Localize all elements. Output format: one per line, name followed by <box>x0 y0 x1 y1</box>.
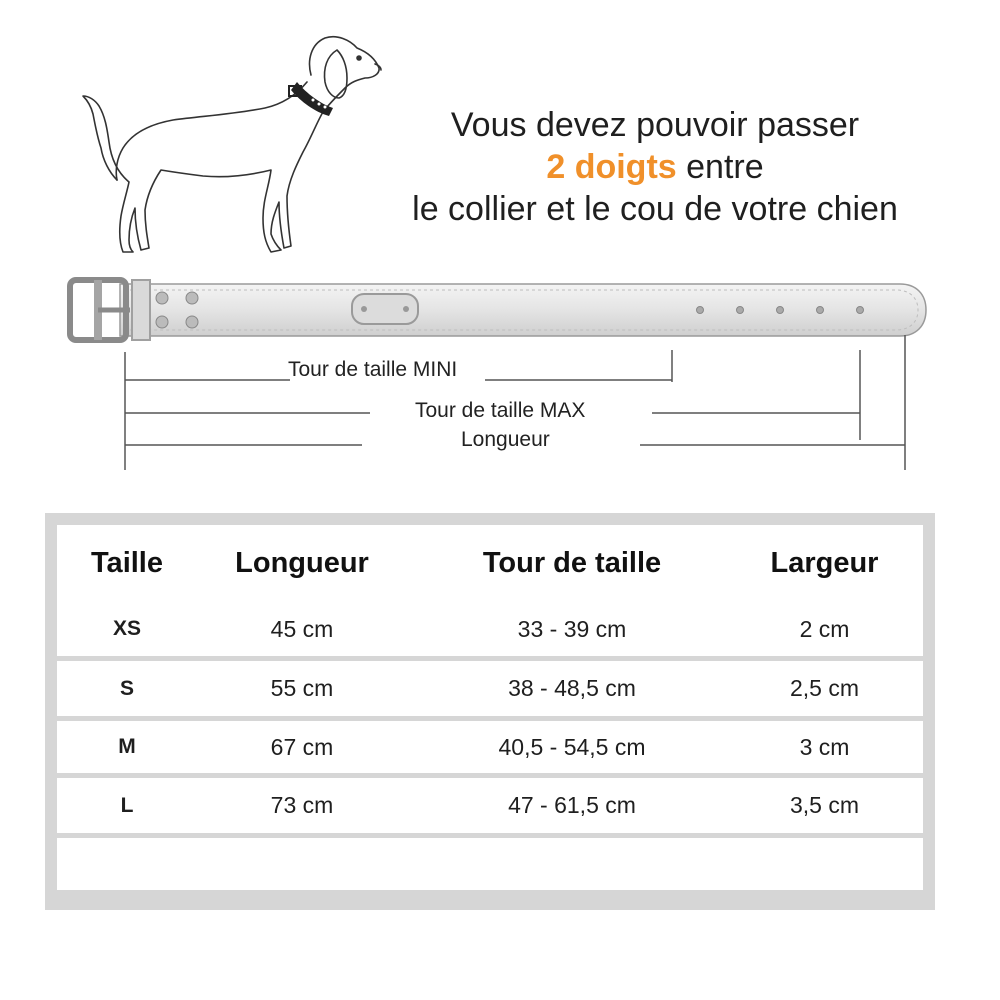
size-cell: S <box>119 676 134 700</box>
table-row <box>57 721 923 773</box>
waist-cell: 47 - 61,5 cm <box>508 792 636 818</box>
two-fingers-highlight: 2 doigts <box>546 148 677 186</box>
header-size: Taille <box>91 547 163 579</box>
width-cell: 3,5 cm <box>789 792 860 818</box>
waist-cell: 38 - 48,5 cm <box>508 675 636 701</box>
waist-cell: 40,5 - 54,5 cm <box>498 733 646 760</box>
headline-line-3: le collier et le cou de votre chien <box>412 190 898 228</box>
length-cell: 55 cm <box>270 675 334 701</box>
size-cell: L <box>120 793 134 817</box>
table-empty-row <box>57 838 923 890</box>
headline-line-2 <box>360 146 950 188</box>
width-cell: 2,5 cm <box>789 675 860 701</box>
header-length: Longueur <box>235 547 369 579</box>
table-row <box>57 602 923 656</box>
table-row <box>57 661 923 716</box>
width-cell: 2 cm <box>799 615 850 642</box>
waist-cell: 33 - 39 cm <box>517 615 627 642</box>
size-table <box>45 513 935 910</box>
length-label: Longueur <box>461 428 550 451</box>
table-row <box>57 778 923 833</box>
size-cell: M <box>118 735 136 758</box>
header-width: Largeur <box>770 547 879 579</box>
headline-line-1: Vous devez pouvoir passer <box>450 106 860 144</box>
length-cell: 73 cm <box>270 792 334 818</box>
waist-min-label: Tour de taille MINI <box>288 358 458 381</box>
dog-illustration <box>75 20 395 270</box>
length-cell: 67 cm <box>270 733 334 760</box>
headline-line-2-rest: entre <box>686 148 764 186</box>
size-cell: XS <box>112 617 141 640</box>
table-header-row <box>57 525 923 602</box>
fit-instruction <box>360 104 950 230</box>
length-cell: 45 cm <box>270 615 334 642</box>
waist-max-label: Tour de taille MAX <box>415 399 586 422</box>
header-waist: Tour de taille <box>482 547 662 579</box>
width-cell: 3 cm <box>799 733 850 760</box>
